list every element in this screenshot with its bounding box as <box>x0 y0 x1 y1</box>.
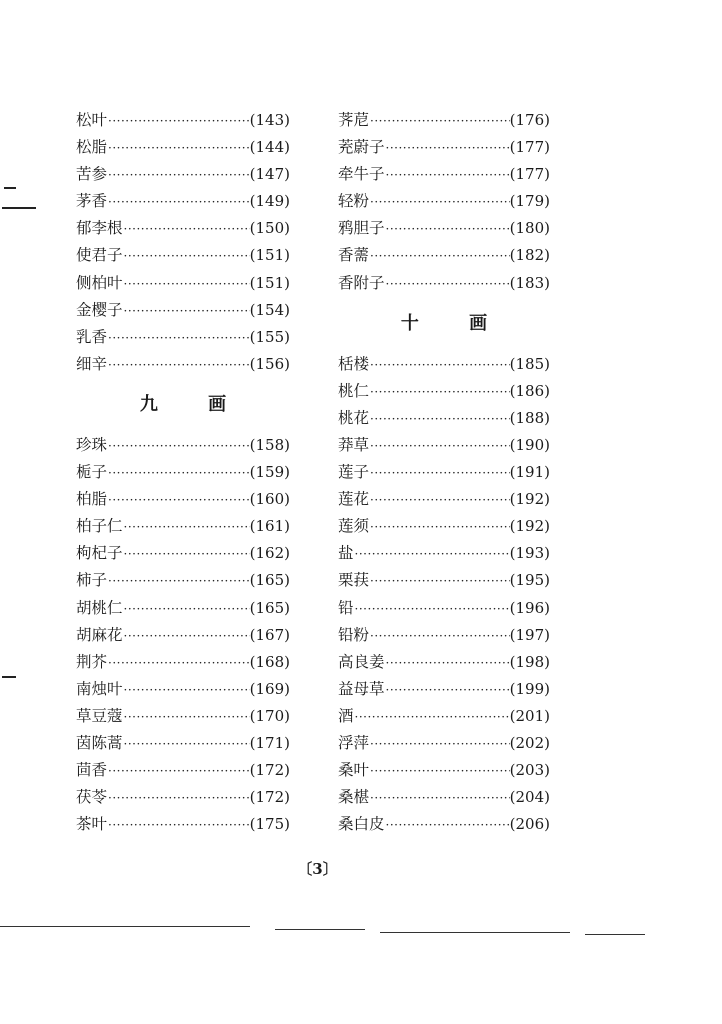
toc-entry <box>76 161 290 188</box>
entry-name: 南烛叶 <box>76 679 123 698</box>
toc-entry <box>76 595 290 622</box>
entry-name: 莲花 <box>338 490 370 509</box>
entry-name: 酒 <box>338 706 354 725</box>
entry-list <box>338 107 550 297</box>
toc-entry <box>76 676 290 703</box>
dot-leader <box>369 623 510 650</box>
toc-entry <box>338 649 550 676</box>
dot-leader <box>369 758 510 785</box>
toc-entry <box>338 405 550 432</box>
dot-leader <box>123 271 250 298</box>
entry-page-number: (158) <box>249 435 290 454</box>
dot-leader <box>369 731 510 758</box>
toc-entry <box>76 784 290 811</box>
right-column <box>338 107 550 838</box>
entry-name: 益母草 <box>338 679 385 698</box>
dot-leader <box>123 596 250 623</box>
dot-leader <box>354 541 510 568</box>
dot-leader <box>107 352 250 379</box>
toc-entry <box>338 459 550 486</box>
entry-name: 栀子 <box>76 463 108 482</box>
toc-entry <box>338 622 550 649</box>
dot-leader <box>107 433 250 460</box>
dot-leader <box>123 704 250 731</box>
entry-list <box>76 432 290 838</box>
toc-entry <box>338 107 550 134</box>
entry-name: 珍珠 <box>76 435 108 454</box>
entry-page-number: (177) <box>509 138 550 157</box>
entry-name: 柏子仁 <box>76 517 123 536</box>
entry-page-number: (195) <box>509 571 550 590</box>
entry-page-number: (192) <box>509 517 550 536</box>
entry-name: 桑白皮 <box>338 815 385 834</box>
toc-entry <box>338 215 550 242</box>
entry-page-number: (203) <box>509 761 550 780</box>
entry-name: 桑叶 <box>338 761 370 780</box>
entry-name: 牵牛子 <box>338 165 385 184</box>
scan-rule <box>0 926 250 927</box>
toc-entry <box>76 134 290 161</box>
entry-page-number: (144) <box>249 138 290 157</box>
toc-entry <box>76 432 290 459</box>
entry-page-number: (159) <box>249 463 290 482</box>
entry-page-number: (188) <box>509 408 550 427</box>
dot-leader <box>369 785 510 812</box>
toc-entry <box>76 215 290 242</box>
entry-page-number: (191) <box>509 463 550 482</box>
dot-leader <box>123 677 250 704</box>
entry-list <box>76 107 290 378</box>
entry-page-number: (172) <box>249 788 290 807</box>
dot-leader <box>123 243 250 270</box>
dot-leader <box>107 785 250 812</box>
toc-entry <box>338 784 550 811</box>
toc-entry <box>76 324 290 351</box>
toc-entry <box>338 676 550 703</box>
left-column <box>76 107 290 838</box>
entry-page-number: (160) <box>249 490 290 509</box>
entry-name: 浮萍 <box>338 733 370 752</box>
toc-entry <box>338 595 550 622</box>
entry-name: 香薷 <box>338 246 370 265</box>
entry-page-number: (175) <box>249 815 290 834</box>
entry-page-number: (176) <box>509 111 550 129</box>
entry-page-number: (156) <box>249 354 290 373</box>
toc-entry <box>338 134 550 161</box>
entry-page-number: (180) <box>509 219 550 238</box>
entry-name: 柏脂 <box>76 490 108 509</box>
scan-rule <box>380 932 570 933</box>
dot-leader <box>385 812 510 839</box>
entry-page-number: (171) <box>249 733 290 752</box>
entry-page-number: (165) <box>249 571 290 590</box>
entry-name: 荠苨 <box>338 111 370 129</box>
dot-leader <box>385 162 510 189</box>
toc-entry <box>76 459 290 486</box>
entry-name: 侧柏叶 <box>76 273 123 292</box>
entry-name: 栝楼 <box>338 354 370 373</box>
toc-entry <box>338 161 550 188</box>
entry-name: 细辛 <box>76 354 108 373</box>
page-number: 〔3〕 <box>297 860 338 878</box>
toc-entry <box>338 703 550 730</box>
entry-name: 苦参 <box>76 165 108 184</box>
entry-page-number: (197) <box>509 625 550 644</box>
toc-entry <box>76 622 290 649</box>
dot-leader <box>354 704 510 731</box>
scan-rule <box>585 934 645 935</box>
entry-page-number: (182) <box>509 246 550 265</box>
entry-page-number: (170) <box>249 706 290 725</box>
dot-leader <box>107 487 250 514</box>
toc-entry <box>338 540 550 567</box>
section-heading-ten-strokes: 十 画 <box>400 312 510 334</box>
entry-page-number: (185) <box>509 354 550 373</box>
dot-leader <box>123 514 250 541</box>
scan-mark <box>4 187 16 189</box>
dot-leader <box>107 135 250 162</box>
dot-leader <box>385 677 510 704</box>
entry-name: 铅 <box>338 598 354 617</box>
dot-leader <box>385 135 510 162</box>
dot-leader <box>107 812 250 839</box>
toc-entry <box>76 297 290 324</box>
dot-leader <box>369 379 510 406</box>
toc-entry <box>338 730 550 757</box>
dot-leader <box>369 487 510 514</box>
entry-page-number: (179) <box>509 192 550 211</box>
toc-entry <box>338 270 550 297</box>
entry-name: 草豆蔻 <box>76 706 123 725</box>
dot-leader <box>385 271 510 298</box>
entry-name: 荆芥 <box>76 652 108 671</box>
dot-leader <box>107 189 250 216</box>
dot-leader <box>369 406 510 433</box>
entry-name: 茺蔚子 <box>338 138 385 157</box>
entry-page-number: (190) <box>509 435 550 454</box>
toc-entry <box>76 270 290 297</box>
dot-leader <box>369 568 510 595</box>
entry-page-number: (193) <box>509 544 550 563</box>
entry-name: 铅粉 <box>338 625 370 644</box>
toc-entry <box>338 811 550 838</box>
dot-leader <box>123 541 250 568</box>
toc-entry <box>76 703 290 730</box>
toc-entry <box>338 242 550 269</box>
entry-page-number: (186) <box>509 381 550 400</box>
dot-leader <box>107 568 250 595</box>
dot-leader <box>107 325 250 352</box>
entry-name: 茯苓 <box>76 788 108 807</box>
entry-name: 乳香 <box>76 327 108 346</box>
entry-name: 栗荴 <box>338 571 370 590</box>
dot-leader <box>369 352 510 379</box>
dot-leader <box>369 433 510 460</box>
entry-page-number: (201) <box>509 706 550 725</box>
entry-name: 鸦胆子 <box>338 219 385 238</box>
section-heading-nine-strokes: 九 画 <box>139 393 249 415</box>
entry-name: 轻粉 <box>338 192 370 211</box>
entry-page-number: (204) <box>509 788 550 807</box>
entry-name: 盐 <box>338 544 354 563</box>
dot-leader <box>369 243 510 270</box>
toc-entry <box>338 757 550 784</box>
toc-entry <box>76 513 290 540</box>
entry-page-number: (167) <box>249 625 290 644</box>
entry-name: 茴香 <box>76 761 108 780</box>
dot-leader <box>107 108 250 135</box>
entry-page-number: (172) <box>249 761 290 780</box>
toc-entry <box>76 188 290 215</box>
entry-page-number: (151) <box>249 273 290 292</box>
dot-leader <box>369 189 510 216</box>
entry-page-number: (202) <box>509 733 550 752</box>
toc-entry <box>76 242 290 269</box>
entry-name: 桃仁 <box>338 381 370 400</box>
dot-leader <box>123 216 250 243</box>
entry-page-number: (199) <box>509 679 550 698</box>
toc-entry <box>338 378 550 405</box>
entry-page-number: (147) <box>249 165 290 184</box>
entry-page-number: (206) <box>509 815 550 834</box>
entry-name: 松叶 <box>76 111 108 129</box>
entry-name: 茵陈蒿 <box>76 733 123 752</box>
entry-page-number: (149) <box>249 192 290 211</box>
entry-page-number: (165) <box>249 598 290 617</box>
entry-name: 桑椹 <box>338 788 370 807</box>
toc-entry <box>76 811 290 838</box>
entry-name: 柿子 <box>76 571 108 590</box>
toc-entry <box>338 486 550 513</box>
entry-page-number: (196) <box>509 598 550 617</box>
entry-page-number: (162) <box>249 544 290 563</box>
scan-mark <box>2 207 36 209</box>
entry-name: 莽草 <box>338 435 370 454</box>
entry-page-number: (154) <box>249 300 290 319</box>
dot-leader <box>123 623 250 650</box>
dot-leader <box>123 298 250 325</box>
dot-leader <box>107 758 250 785</box>
entry-page-number: (161) <box>249 517 290 536</box>
dot-leader <box>123 731 250 758</box>
entry-page-number: (198) <box>509 652 550 671</box>
dot-leader <box>107 162 250 189</box>
entry-name: 郁李根 <box>76 219 123 238</box>
dot-leader <box>385 216 510 243</box>
entry-name: 枸杞子 <box>76 544 123 563</box>
scan-rule <box>275 929 365 930</box>
toc-entry <box>76 540 290 567</box>
scan-mark <box>2 676 16 678</box>
toc-entry <box>76 351 290 378</box>
entry-name: 高良姜 <box>338 652 385 671</box>
entry-page-number: (151) <box>249 246 290 265</box>
entry-page-number: (169) <box>249 679 290 698</box>
toc-entry <box>76 730 290 757</box>
toc-entry <box>338 351 550 378</box>
toc-entry <box>76 649 290 676</box>
entry-name: 松脂 <box>76 138 108 157</box>
entry-name: 金樱子 <box>76 300 123 319</box>
toc-entry <box>76 567 290 594</box>
toc-entry <box>76 107 290 134</box>
entry-page-number: (143) <box>249 111 290 129</box>
entry-name: 桃花 <box>338 408 370 427</box>
entry-list <box>338 351 550 839</box>
dot-leader <box>369 108 510 135</box>
dot-leader <box>369 460 510 487</box>
dot-leader <box>354 596 510 623</box>
entry-page-number: (177) <box>509 165 550 184</box>
entry-name: 胡麻花 <box>76 625 123 644</box>
entry-page-number: (183) <box>509 273 550 292</box>
entry-name: 莲子 <box>338 463 370 482</box>
toc-entry <box>338 513 550 540</box>
entry-name: 香附子 <box>338 273 385 292</box>
entry-name: 莲须 <box>338 517 370 536</box>
entry-name: 胡桃仁 <box>76 598 123 617</box>
entry-page-number: (155) <box>249 327 290 346</box>
toc-entry <box>338 567 550 594</box>
entry-name: 茶叶 <box>76 815 108 834</box>
toc-entry <box>76 486 290 513</box>
entry-page-number: (192) <box>509 490 550 509</box>
dot-leader <box>107 460 250 487</box>
dot-leader <box>369 514 510 541</box>
entry-page-number: (168) <box>249 652 290 671</box>
entry-name: 茅香 <box>76 192 108 211</box>
entry-name: 使君子 <box>76 246 123 265</box>
dot-leader <box>107 650 250 677</box>
toc-entry <box>338 432 550 459</box>
toc-entry <box>338 188 550 215</box>
entry-page-number: (150) <box>249 219 290 238</box>
toc-entry <box>76 757 290 784</box>
dot-leader <box>385 650 510 677</box>
